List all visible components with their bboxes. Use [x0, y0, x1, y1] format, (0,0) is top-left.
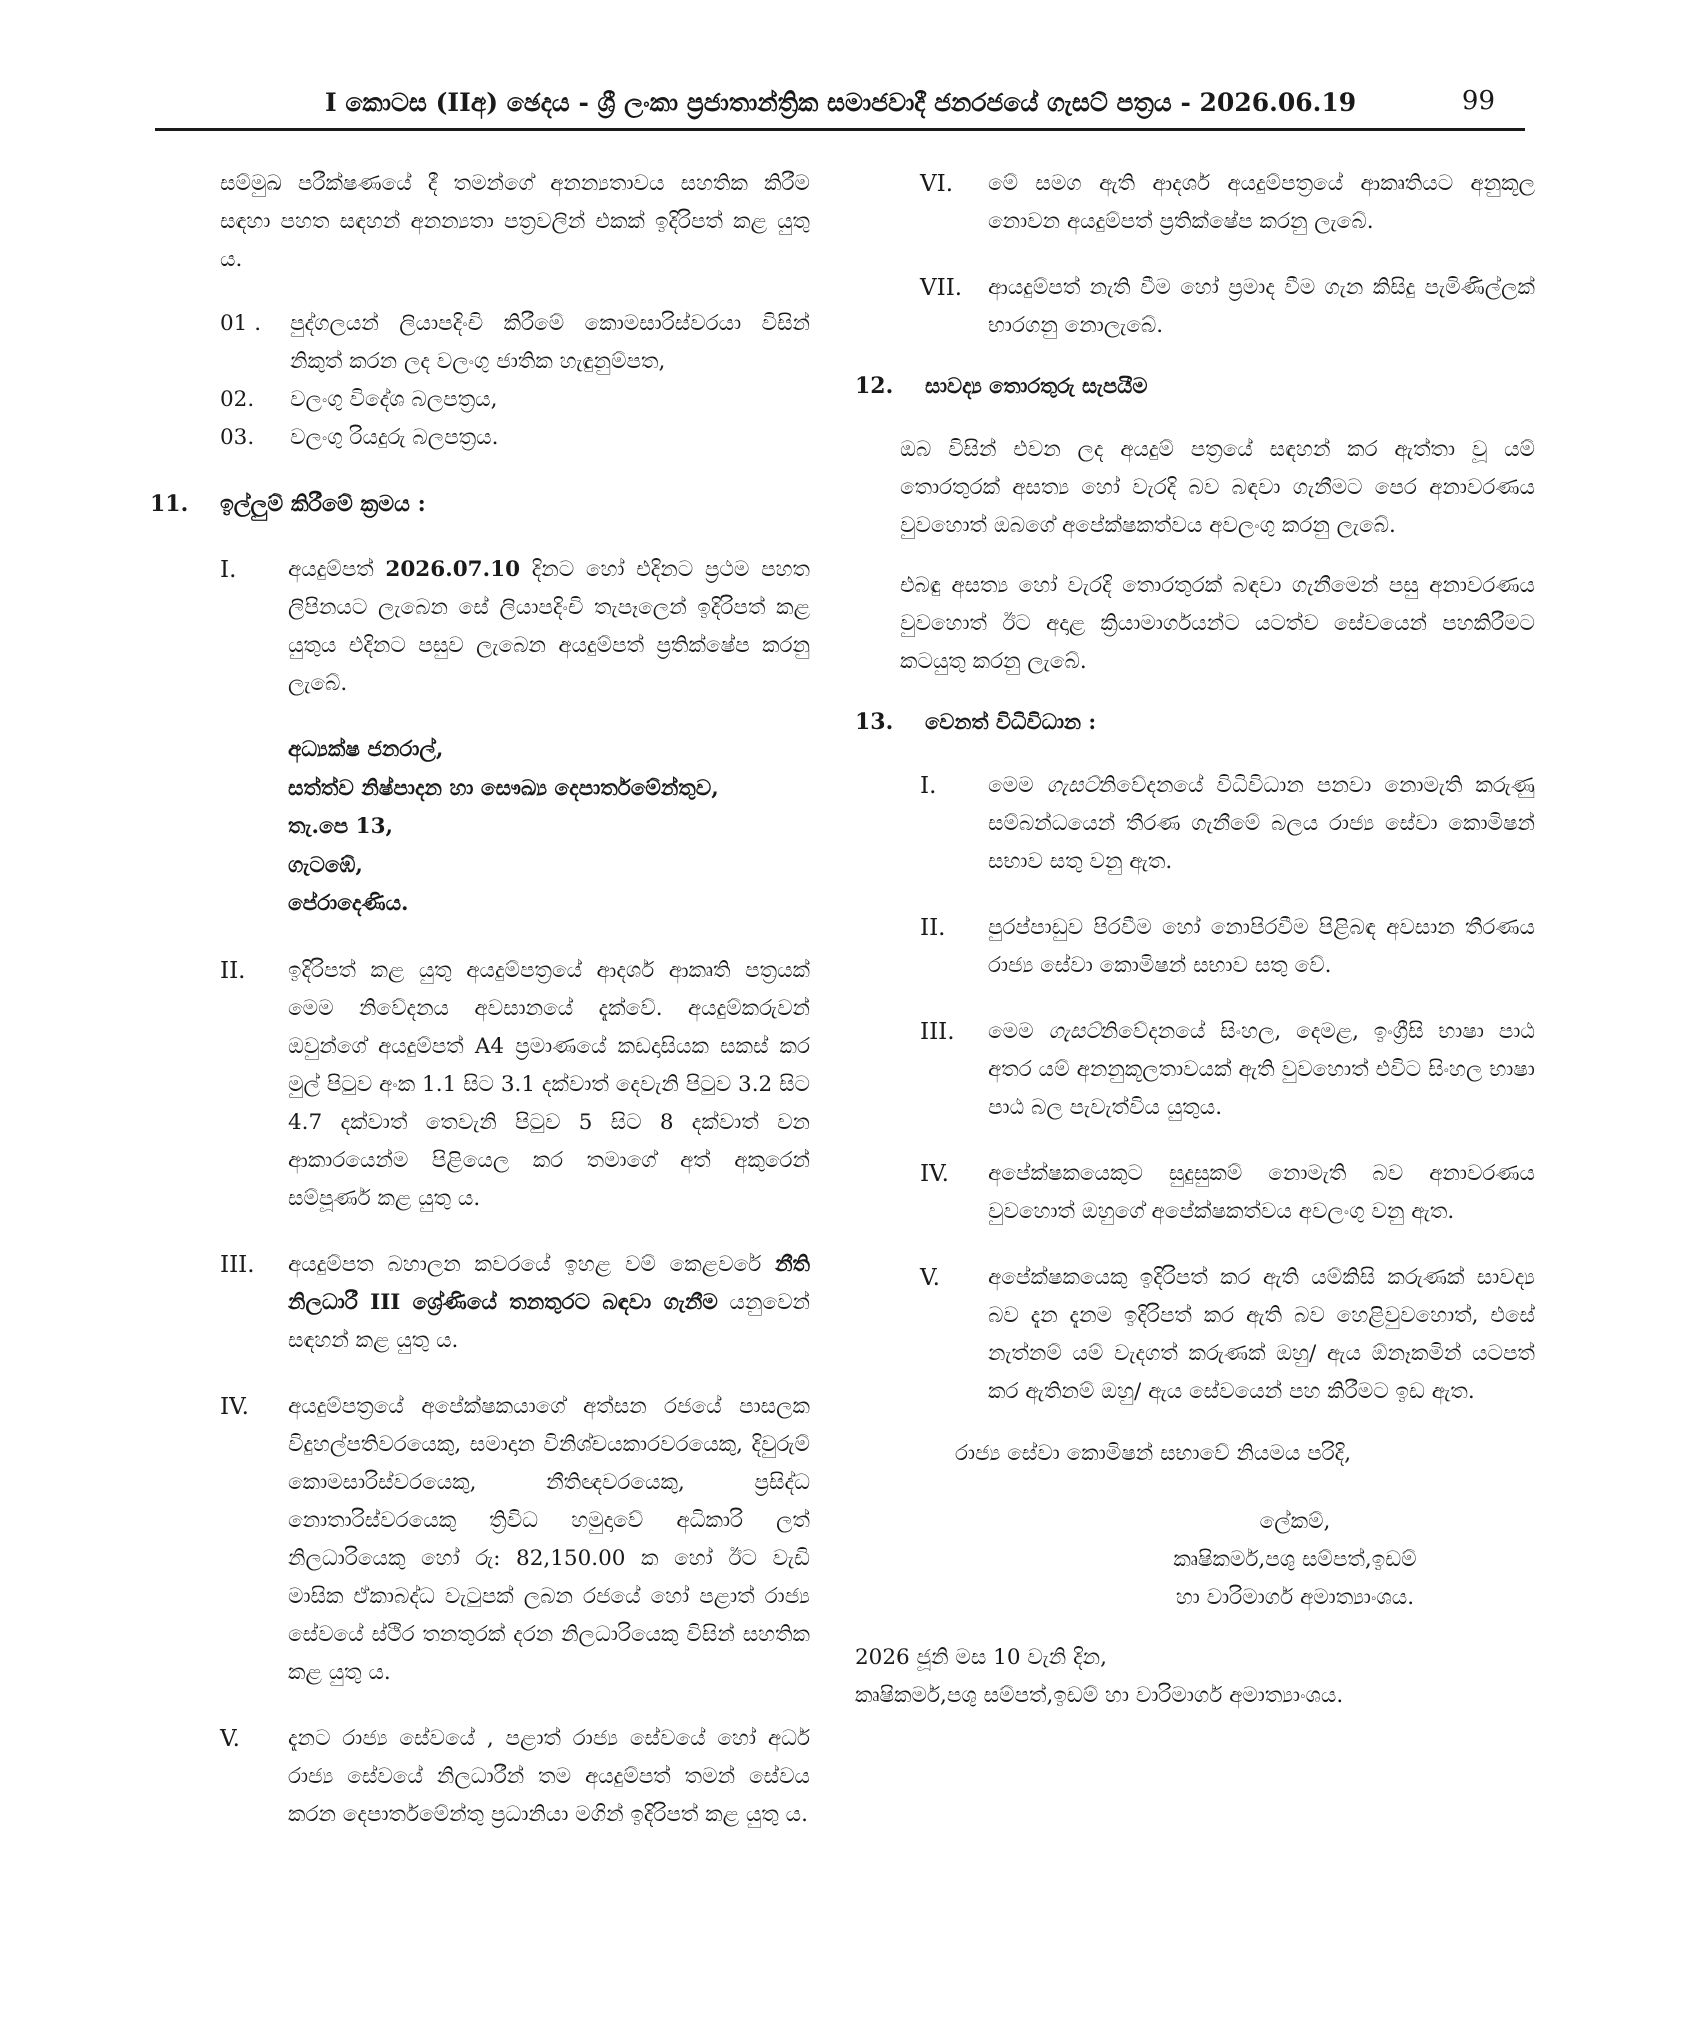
item-text: [988, 1259, 1535, 1411]
section-13-item: [920, 1013, 1535, 1127]
section-11-item-vi: [920, 165, 1535, 241]
section-11-item-iii: [220, 1246, 810, 1360]
item-text: [288, 551, 810, 703]
signature-block: [945, 1503, 1535, 1617]
post-title: නීති නිලධාරී III ශ්‍රේණියේ තනතුරට බඳවා ගැනීම: [288, 1251, 810, 1315]
section-12-paragraph: ඔබ විසින් එවන ලද අයදුම් පත්‍රයේ සඳහන් කර ඇත්තා වූ යම් තොරතුරක් අසත්‍ය හෝ වැරදි බව බඳවා ගැනීමට පෙර අනාවරණය වුවහොත් ඔබගේ අපේක්ෂකත්වය අවලංගු කරනු ලැබේ.: [900, 437, 1535, 538]
item-text-part: අයදුම්පත්: [288, 557, 386, 582]
section-13-item: [920, 1259, 1535, 1411]
left-column: [150, 165, 830, 1834]
section-13-heading: [855, 703, 1535, 741]
item-numeral: I.: [920, 773, 937, 799]
date-line: 2026 ජූනි මස 10 වැනි දින,: [855, 1645, 1107, 1670]
item-numeral: IV.: [220, 1393, 249, 1420]
page-number: 99: [1461, 86, 1495, 116]
header-rule: [155, 128, 1525, 131]
section-13-item: [920, 909, 1535, 985]
item-numeral: V.: [220, 1725, 240, 1752]
item-text-italic: ගැසට්: [1048, 1019, 1101, 1044]
page-header: [155, 88, 1525, 128]
id-document-item: [220, 381, 810, 419]
item-text-part: දිනට හෝ එදිනට ප්‍රථම පහත ලිපිනයට ලැබෙන සේ ලියාපදිංචි තැපෑලෙන් ඉදිරිපත් කළ යුතුය එදිනට පසුව ලැබෙන අයදුම්පත් ප්‍රතික්ෂේප කරනු ලැබේ.: [288, 557, 810, 696]
item-numeral: VII.: [920, 275, 963, 301]
section-number: 11.: [150, 491, 189, 517]
right-column: [855, 165, 1535, 1715]
item-text: ඉදිරිපත් කළ යුතු අයදුම්පත්‍රයේ ආදර්ශ ආකෘති පත්‍රයක් මෙම නිවේදනය අවසානයේ දැක්වේ. අයදුම්කරුවන් ඔවුන්ගේ අයදුම්පත් A4 ප්‍රමාණයේ කඩදාසියක සකස් කර මුල් පිටුව අංක 1.1 සිට 3.1 දක්වාත් දෙවැනි පිටුව 3.2 සිට 4.7 දක්වාත් තෙවැනි පිටුව 5 සිට 8 දක්වාත් වන ආකාරයෙන්ම පිළියෙල කර තමාගේ අත් අකුරෙන් සම්පූර්ණ කළ යුතු ය.: [288, 957, 810, 1211]
section-11-item-ii: [220, 952, 810, 1218]
item-text: දැනට රාජ්‍ය සේවයේ , පළාත් රාජ්‍ය සේවයේ හෝ අර්ධ රාජ්‍ය සේවයේ නිලධාරීන් තම අයදුම්පත් තමන් සේවය කරන දෙපාර්තමේන්තු ප්‍රධානියා මගින් ඉදිරිපත් කළ යුතු ය.: [288, 1725, 810, 1827]
item-numeral: III.: [220, 1251, 255, 1278]
item-numeral: V.: [920, 1265, 940, 1291]
address-line: තැ.පෙ 13,: [288, 814, 394, 839]
item-text-part: පුරප්පාඩුව පිරවීම හෝ නොපිරවීම පිළිබඳ අවසාන තීරණය රාජ්‍ය සේවා කොමිෂන් සභාව සතු වේ.: [988, 915, 1535, 978]
id-document-item: [220, 305, 810, 381]
section-title: ඉල්ලුම් කිරීමේ ක්‍රමය :: [220, 491, 426, 517]
item-text: [988, 1155, 1535, 1231]
item-text-part: මෙම: [988, 1019, 1049, 1044]
item-text: මේ සමග ඇති ආදර්ශ අයදුම්පත්‍රයේ ආකෘතියට අනුකූල නොවන අයදුම්පත් ප්‍රතික්ෂේප කරනු ලැබේ.: [988, 171, 1535, 234]
item-text-part: අපේක්ෂකයෙකුට සුදුසුකම් නොමැති බව අනාවරණය වුවහොත් ඔහුගේ අපේක්ෂකත්වය අවලංගු වනු ඇත.: [988, 1161, 1535, 1224]
section-11-item-vii: [920, 269, 1535, 345]
section-11-item-i: [220, 551, 810, 703]
section-number: 13.: [855, 709, 894, 735]
id-document-item: [220, 419, 810, 457]
address-line: අධ්‍යක්ෂ ජනරාල්,: [288, 737, 444, 762]
item-numeral: II.: [920, 915, 946, 941]
section-12-paragraph: එබඳු අසත්‍ය හෝ වැරදි තොරතුරක් බඳවා ගැනීමෙන් පසු අනාවරණය වුවහොත් ඊට අදාළ ක්‍රියාමාර්ගයන්ට යටත්ව සේවයෙන් පහකිරීමට කටයුතු කරනු ලැබේ.: [900, 573, 1535, 674]
item-text-part: අයදුම්පත බහාලන කවරයේ ඉහළ වම් කෙළවරේ: [288, 1251, 776, 1277]
ministry-line: කෘෂිකර්ම,පශු සම්පත්,ඉඩම් හා වාරිමාර්ග අමාත්‍යාංශය.: [855, 1683, 1344, 1708]
id-document-text: වලංගු රියදුරු බලපත්‍රය.: [290, 425, 499, 450]
item-text-part: මෙම: [988, 773, 1047, 798]
item-text: [288, 1246, 810, 1360]
address-line: ගැටඹේ,: [288, 852, 363, 878]
id-document-text: පුද්ගලයන් ලියාපදිංචි කිරීමේ කොමසාරිස්වරයා විසින් නිකුත් කරන ලද වලංගු ජාතික හැඳුනුම්පත,: [290, 311, 810, 374]
section-number: 12.: [855, 373, 894, 399]
section-title: සාවද්‍ය තොරතුරු සැපයීම: [925, 373, 1148, 398]
id-document-number: 03.: [220, 425, 255, 450]
id-document-list: [220, 305, 810, 457]
section-12-heading: [855, 367, 1535, 405]
item-numeral: IV.: [920, 1161, 949, 1187]
section-11-item-v: [220, 1720, 810, 1834]
item-text: අයදුම්පත්‍රයේ අපේක්ෂකයාගේ අත්සන රජයේ පාසලක විදුහල්පතිවරයෙකු, සමාදාන විනිශ්චයකාරවරයෙකු, දිවුරුම් කොමසාරිස්වරයෙකු, නීතිඥවරයෙකු, ප්‍රසිද්ධ නොතාරිස්වරයෙකු ත්‍රිවිධ හමුදාවේ අධිකාරි ලත් නිලධාරියෙකු හෝ රු: 82,150.00 ක හෝ ඊට වැඩි මාසික ඒකාබද්ධ වැටුපක් ලබන රජයේ හෝ පළාත් රාජ්‍ය සේවයේ ස්ථිර තනතුරක් දරන නිලධාරියෙකු විසින් සහතික කළ යුතු ය.: [288, 1393, 810, 1685]
item-text-part: නිවේදනයේ සිංහල, දෙමළ, ඉංග්‍රීසි භාෂා පාඨ අතර යම් අනනුකූලතාවයක් ඇති වුවහොත් එවිට සිංහල භාෂා පාඨ බල පැවැත්විය යුතුය.: [988, 1019, 1535, 1120]
item-text-part: අපේක්ෂකයෙකු ඉදිරිපත් කර ඇති යම්කිසි කරුණක් සාවද්‍ය බව දැන දැනම ඉදිරිපත් කර ඇති බව හෙළිවුවහොත්, එසේ නැත්නම් යම් වැදගත් කරුණක් ඔහු/ ඇය ඕනෑකමින් යටපත් කර ඇතිනම් ඔහු/ ඇය සේවයෙන් පහ කිරීමට ඉඩ ඇත.: [988, 1265, 1535, 1404]
item-text: ආයදුම්පත් නැති වීම හෝ ප්‍රමාද වීම ගැන කිසිදු පැමිණිල්ලක් භාරගනු නොලැබේ.: [988, 275, 1535, 338]
signature-line: කෘෂිකර්ම,පශු සම්පත්,ඉඩම්: [1173, 1547, 1417, 1572]
address-line: පේරාදෙණිය.: [288, 891, 409, 916]
postal-address: [288, 731, 830, 924]
section-13-item: [920, 767, 1535, 881]
address-line: සත්ත්ව නිෂ්පාදන හා සෞඛ්‍ය දෙපාර්තමේන්තුව,: [288, 775, 719, 801]
id-document-number: 02.: [220, 387, 255, 412]
item-text: [988, 909, 1535, 985]
section-11-heading: [150, 485, 830, 523]
item-text-part: යනුවෙන් සඳහන් කළ යුතු ය.: [288, 1289, 811, 1353]
signature-line: ලේකම්,: [1259, 1509, 1331, 1534]
signature-line: හා වාරිමාර්ග අමාත්‍යාංශය.: [1175, 1585, 1415, 1610]
item-text: [988, 1013, 1535, 1127]
item-numeral: VI.: [920, 171, 954, 197]
section-13-item: [920, 1155, 1535, 1231]
section-title: වෙනත් විධිවිධාන :: [925, 709, 1097, 734]
section-11-item-iv: [220, 1388, 810, 1692]
item-numeral: II.: [220, 957, 246, 984]
item-numeral: I.: [220, 557, 237, 583]
id-document-number: 01 .: [220, 311, 262, 336]
closing-line: රාජ්‍ය සේවා කොමිෂන් සභාවේ නියමය පරිදි,: [955, 1441, 1352, 1466]
intro-paragraph: සම්මුඛ පරීක්ෂණයේ දී තමන්ගේ අනන්‍යතාවය සහතික කිරීම සඳහා පහත සඳහන් අනන්‍යතා පත්‍රවලින් එකක් ඉදිරිපත් කළ යුතු ය.: [220, 171, 810, 272]
id-document-text: වලංගු විදේශ බලපත්‍රය,: [290, 387, 498, 412]
item-text-part: නිවේදනයේ විධිවිධාන පනවා නොමැති කරුණු සම්බන්ධයෙන් තීරණ ගැනීමේ බලය රාජ්‍ය සේවා කොමිෂන් සභාව සතු වනු ඇත.: [988, 773, 1535, 874]
item-text: [988, 767, 1535, 881]
item-text-italic: ගැසට්: [1046, 773, 1099, 798]
item-numeral: III.: [920, 1019, 955, 1045]
header-title: I කොටස (IIඅ) ඡෙදය - ශ්‍රී ලංකා ප්‍රජාතාන්ත්‍රික සමාජවාදී ජනරජයේ ගැසට් පත්‍රය - 2026.06.19: [325, 88, 1357, 117]
closing-date: 2026.07.10: [385, 557, 521, 582]
